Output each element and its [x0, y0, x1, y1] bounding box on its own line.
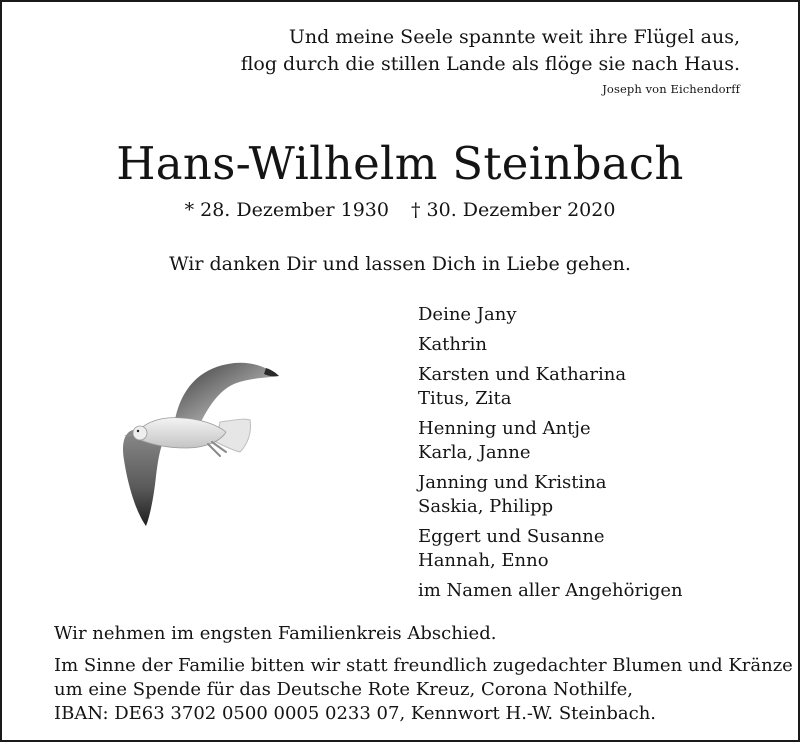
family-group: [418, 333, 683, 357]
quote-line: flog durch die stillen Lande als flöge sie nach Haus.: [240, 53, 740, 75]
family-group: [418, 417, 683, 465]
farewell-note: Wir nehmen im engsten Familienkreis Abschied.: [54, 623, 497, 644]
birth-date: * 28. Dezember 1930: [184, 199, 389, 221]
family-group: [418, 471, 683, 519]
family-line: Eggert und Susanne: [418, 526, 605, 547]
family-line: Saskia, Philipp: [418, 496, 554, 517]
donation-line: IBAN: DE63 3702 0500 0005 0233 07, Kennwort H.-W. Steinbach.: [54, 703, 657, 724]
family-line: Hannah, Enno: [418, 550, 549, 571]
family-line: Karsten und Katharina: [418, 364, 627, 385]
death-date: † 30. Dezember 2020: [411, 199, 616, 221]
seagull-image: [116, 356, 286, 534]
family-group: [418, 579, 683, 603]
deceased-name: Hans-Wilhelm Steinbach: [116, 137, 684, 190]
family-line: Henning und Antje: [418, 418, 591, 439]
donation-line: um eine Spende für das Deutsche Rote Kreuz, Corona Nothilfe,: [54, 679, 634, 700]
poem-quote: [241, 24, 740, 78]
quote-author: Joseph von Eichendorff: [602, 82, 740, 96]
family-list: [418, 303, 683, 609]
donation-notice: [54, 654, 793, 726]
thanks-line: Wir danken Dir und lassen Dich in Liebe gehen.: [169, 253, 631, 275]
family-line: Janning und Kristina: [418, 472, 607, 493]
family-group: [418, 525, 683, 573]
family-line: im Namen aller Angehörigen: [418, 580, 683, 601]
family-line: Kathrin: [418, 334, 487, 355]
family-line: Karla, Janne: [418, 442, 531, 463]
donation-line: Im Sinne der Familie bitten wir statt freundlich zugedachter Blumen und Kränze: [54, 655, 793, 676]
family-group: [418, 363, 683, 411]
family-line: Titus, Zita: [418, 388, 512, 409]
family-group: [418, 303, 683, 327]
family-line: Deine Jany: [418, 304, 517, 325]
life-dates: [2, 198, 798, 222]
quote-line: Und meine Seele spannte weit ihre Flügel aus,: [288, 26, 740, 48]
